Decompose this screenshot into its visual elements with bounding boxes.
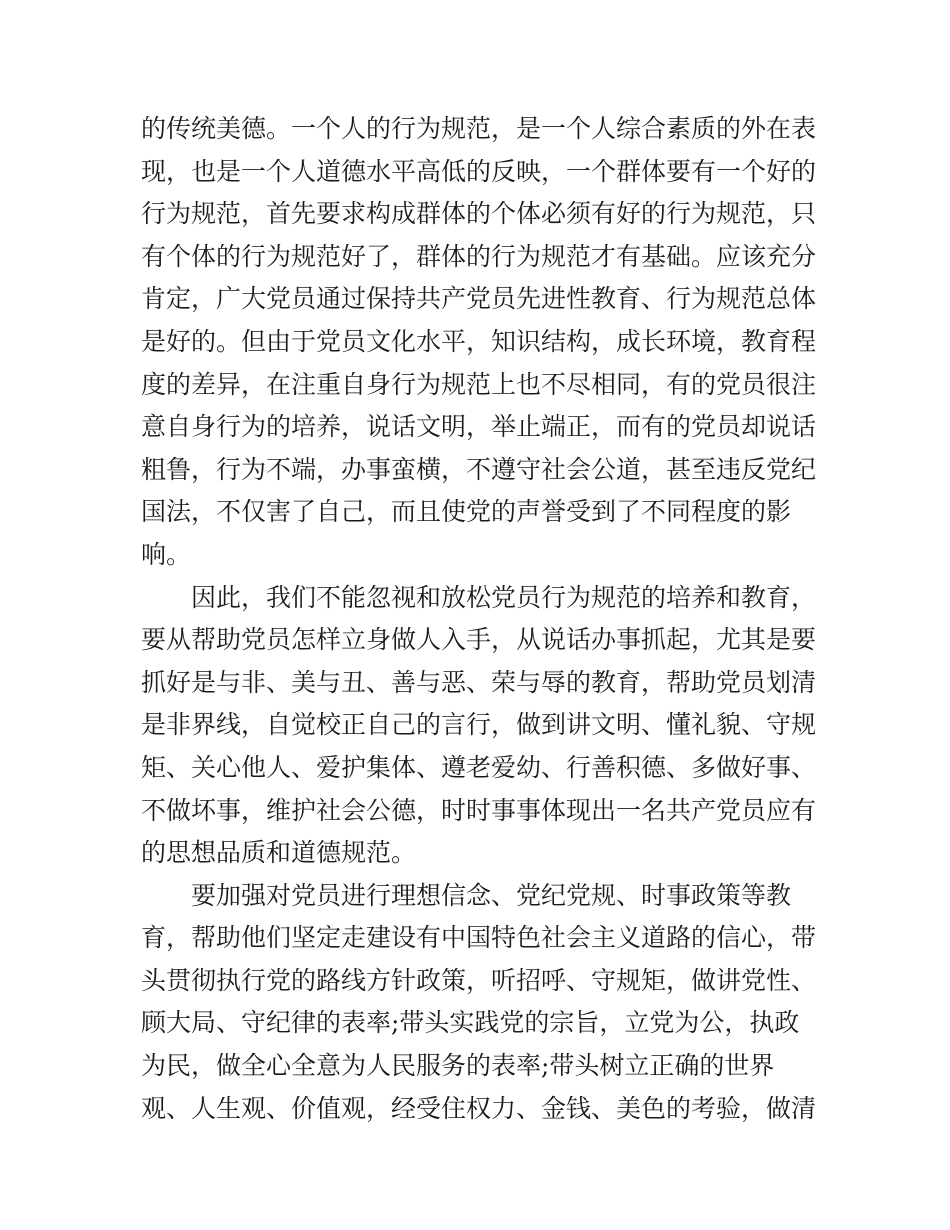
paragraph-2-line-5: 矩、关心他人、爱护集体、遵老爱幼、行善积德、多做好事、: [141, 752, 817, 782]
paragraph-3-line-3: 头贯彻执行党的路线方针政策，听招呼、守规矩，做讲党性、: [141, 965, 817, 995]
paragraph-1-line-11: 响。: [141, 539, 192, 569]
paragraph-2-line-3: 抓好是与非、美与丑、善与恶、荣与辱的教育，帮助党员划清: [141, 667, 817, 697]
paragraph-1-line-10: 国法，不仅害了自己，而且使党的声誉受到了不同程度的影: [141, 497, 792, 527]
paragraph-1-line-6: 是好的。但由于党员文化水平，知识结构，成长环境，教育程: [141, 326, 817, 356]
paragraph-1-line-5: 肯定，广大党员通过保持共产党员先进性教育、行为规范总体: [141, 284, 817, 314]
paragraph-1-line-3: 行为规范，首先要求构成群体的个体必须有好的行为规范，只: [141, 199, 817, 229]
paragraph-3-line-1: 要加强对党员进行理想信念、党纪党规、时事政策等教: [191, 880, 792, 910]
paragraph-3-line-2: 育，帮助他们坚定走建设有中国特色社会主义道路的信心，带: [141, 923, 817, 953]
paragraph-1-line-2: 现，也是一个人道德水平高低的反映，一个群体要有一个好的: [141, 156, 817, 186]
paragraph-1-line-1: 的传统美德。一个人的行为规范，是一个人综合素质的外在表: [141, 114, 817, 143]
paragraph-2-line-4: 是非界线，自觉校正自己的言行，做到讲文明、懂礼貌、守规: [141, 710, 817, 740]
paragraph-2-line-2: 要从帮助党员怎样立身做人入手，从说话办事抓起，尤其是要: [141, 625, 817, 655]
paragraph-3-line-6: 观、人生观、价值观，经受住权力、金钱、美色的考验，做清: [141, 1093, 817, 1123]
paragraph-3-line-4: 顾大局、守纪律的表率;带头实践党的宗旨，立党为公，执政: [141, 1008, 800, 1038]
paragraph-1-line-9: 粗鲁，行为不端，办事蛮横，不遵守社会公道，甚至违反党纪: [141, 454, 817, 484]
paragraph-2-line-1: 因此，我们不能忽视和放松党员行为规范的培养和教育，: [191, 582, 817, 612]
paragraph-1-line-4: 有个体的行为规范好了，群体的行为规范才有基础。应该充分: [141, 241, 817, 271]
document-body: [141, 108, 821, 1130]
paragraph-1-line-7: 度的差异，在注重自身行为规范上也不尽相同，有的党员很注: [141, 369, 817, 399]
paragraph-1-line-8: 意自身行为的培养，说话文明，举止端正，而有的党员却说话: [141, 412, 817, 442]
paragraph-2-line-7: 的思想品质和道德规范。: [141, 838, 417, 868]
paragraph-3-line-5: 为民，做全心全意为人民服务的表率;带头树立正确的世界: [141, 1051, 775, 1081]
paragraph-2-line-6: 不做坏事，维护社会公德，时时事事体现出一名共产党员应有: [141, 795, 817, 825]
